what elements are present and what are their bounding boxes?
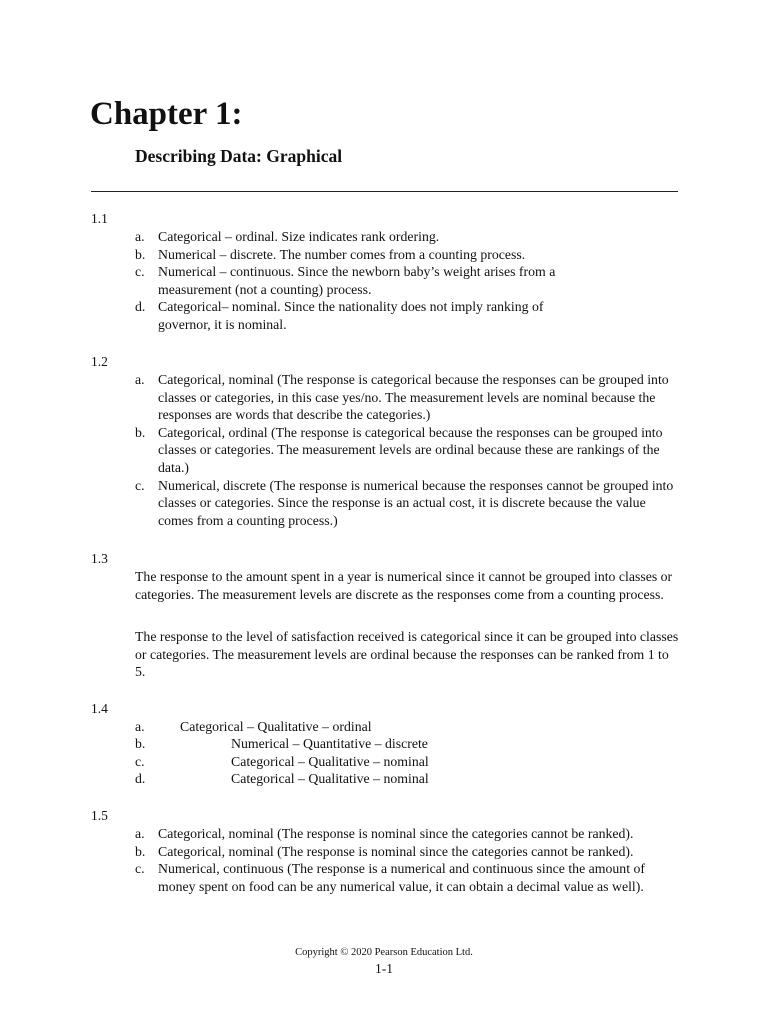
list-item: c. Numerical, discrete (The response is numerical because the responses cannot be grouped into classes or categories. Since the response is an actual cost, it is discrete because the value comes from a counting process.) — [135, 477, 674, 528]
section-number-1-1: 1.1 — [91, 211, 108, 226]
header-divider — [91, 191, 678, 192]
section-1-5-list — [135, 825, 680, 895]
list-item: d. Categorical– nominal. Since the nationality does not imply ranking of governor, it is nominal. — [135, 299, 544, 332]
section-number-1-2: 1.2 — [91, 354, 108, 369]
list-item: a. Categorical, nominal (The response is nominal since the categories cannot be ranked). — [135, 826, 634, 841]
chapter-subtitle: Describing Data: Graphical — [135, 146, 343, 166]
section-number-1-4: 1.4 — [91, 701, 108, 716]
list-item: b. Numerical – discrete. The number comes from a counting process. — [135, 246, 526, 262]
copyright-notice: Copyright © 2020 Pearson Education Ltd. — [295, 947, 473, 958]
list-item: a. Categorical – ordinal. Size indicates rank ordering. — [135, 229, 440, 244]
section-1-3-paragraph: The response to the amount spent in a year is numerical since it cannot be grouped into classes or categories. The measurement levels are discrete as the responses come from a counting process. — [135, 569, 673, 602]
section-1-2-list — [135, 371, 680, 529]
section-number-1-3: 1.3 — [91, 551, 108, 566]
list-item: c. Numerical – continuous. Since the newborn baby’s weight arises from a measurement (not a counting) process. — [135, 264, 556, 297]
list-item: b. Categorical, nominal (The response is nominal since the categories cannot be ranked). — [135, 843, 634, 859]
section-number-1-5: 1.5 — [91, 808, 108, 823]
chapter-title: Chapter 1: — [90, 96, 243, 132]
list-item: c. Numerical, continuous (The response is a numerical and continuous since the amount of money spent on food can be any numerical value, it can obtain a decimal value as well). — [135, 861, 645, 894]
list-item: b. Categorical, ordinal (The response is categorical because the responses can be grouped into classes or categories. The measurement levels are ordinal because these are rankings of the data.) — [135, 424, 663, 475]
list-item: a. Categorical, nominal (The response is categorical because the responses can be grouped into classes or categories, in this case yes/no. The measurement levels are nominal because the responses are words that describe the categories.) — [135, 372, 669, 423]
page-number: 1-1 — [375, 961, 393, 976]
section-1-1-list — [135, 228, 575, 334]
section-1-3-paragraph: The response to the level of satisfaction received is categorical since it can be grouped into classes or categories. The measurement levels are ordinal because the responses can be ranked from 1 to 5. — [135, 629, 679, 680]
